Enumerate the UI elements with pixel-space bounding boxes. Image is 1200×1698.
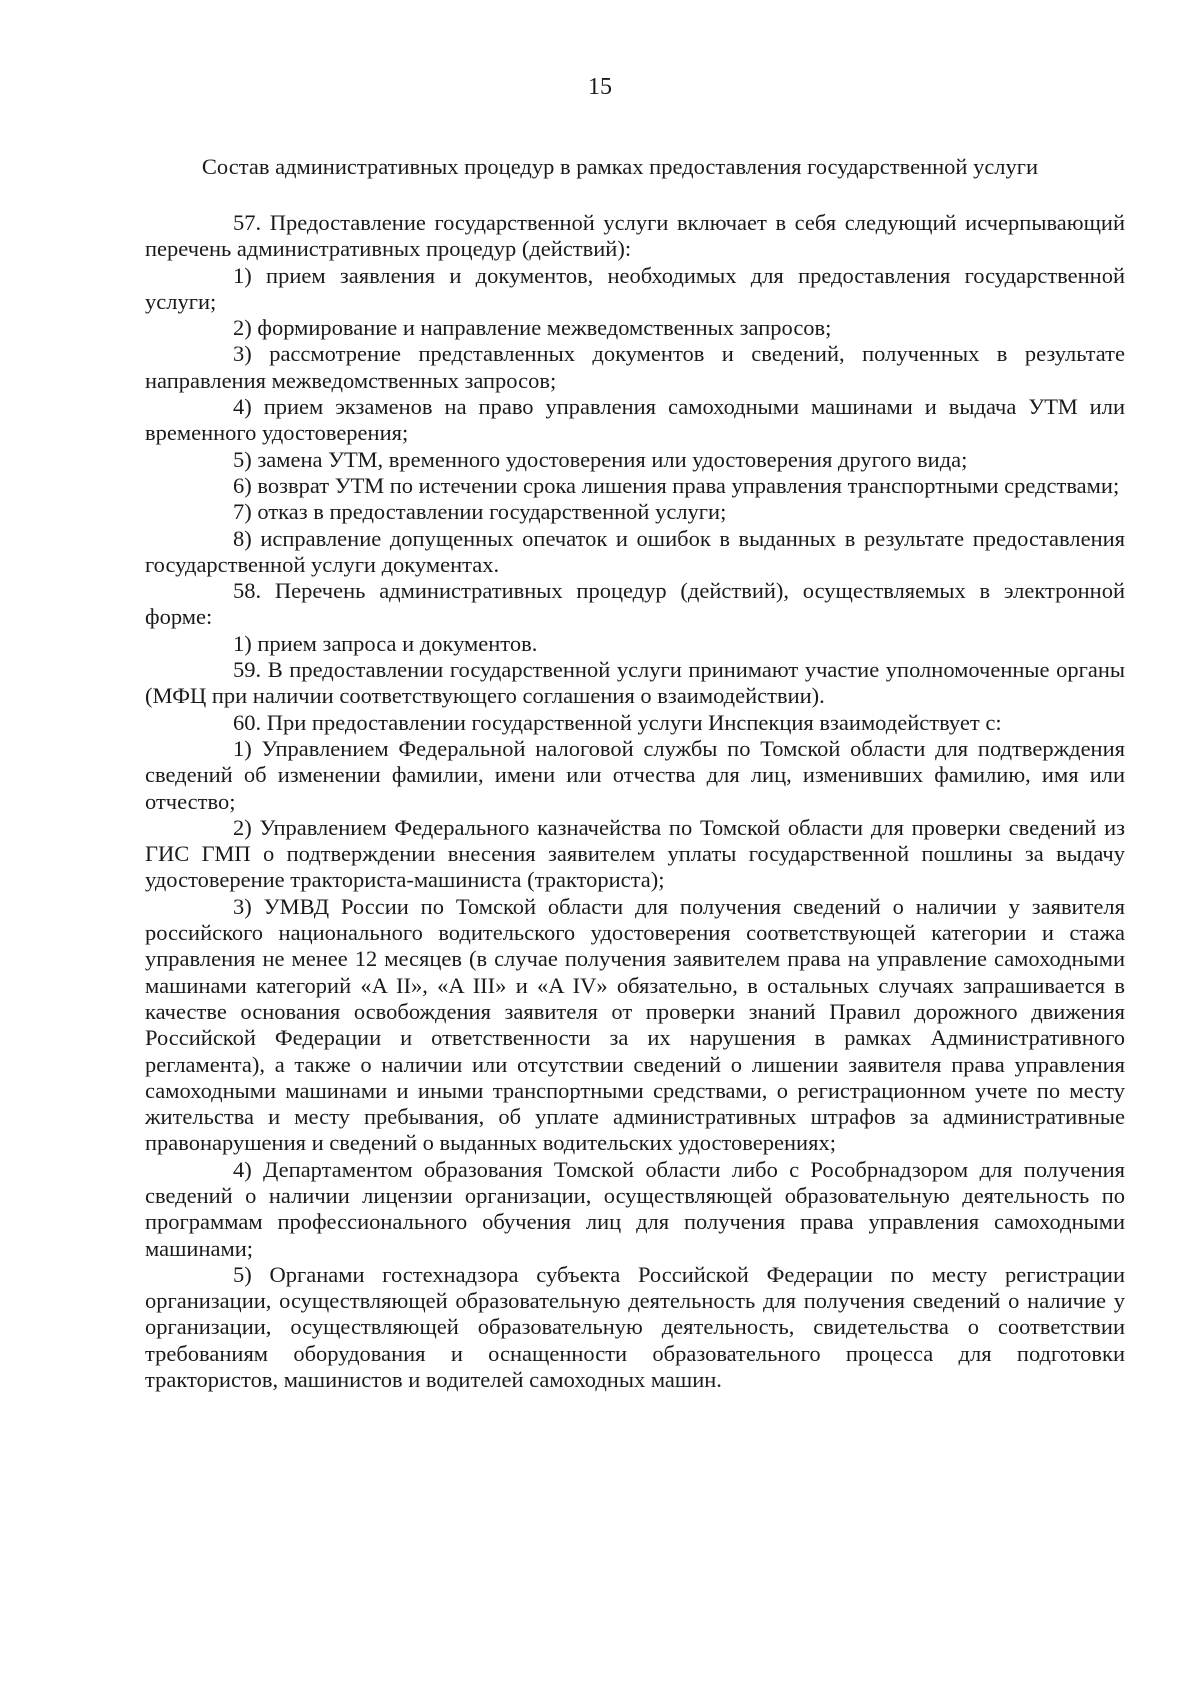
paragraph-58: 58. Перечень административных процедур (действий), осуществляемых в электронной форме: xyxy=(145,578,1125,630)
list-item-60-4: 4) Департаментом образования Томской области либо с Рособрнадзором для получения сведений о наличии лицензии организации, осуществляющей образовательную деятельность по программам профессионального обучения лиц для получения права управления самоходными машинами; xyxy=(145,1156,1125,1261)
document-body xyxy=(145,210,1125,1393)
page-number: 15 xyxy=(588,74,612,100)
list-item-60-2: 2) Управлением Федерального казначейства по Томской области для проверки сведений из ГИС ГМП о подтверждении внесения заявителем уплаты государственной пошлины за выдачу удостоверение тракториста-машиниста (тракториста); xyxy=(145,814,1125,893)
list-item-57-7: 7) отказ в предоставлении государственной услуги; xyxy=(233,499,727,525)
section-title: Состав административных процедур в рамках предоставления государственной услуги xyxy=(201,154,1039,179)
list-item-57-2: 2) формирование и направление межведомственных запросов; xyxy=(233,315,832,341)
list-item-60-3: 3) УМВД России по Томской области для получения сведений о наличии у заявителя российского национального водительского удостоверения соответствующей категории и стажа управления не менее 12 месяцев (в случае получения заявителем права на управление самоходными машинами категорий «A II», «A III» и «A IV» обязательно, в остальных случаях запрашивается в качестве основания освобождения заявителя от проверки знаний Правил дорожного движения Российской Федерации и ответственности за их нарушения в рамках Административного регламента), а также о наличии или отсутствии сведений о лишении заявителя права управления самоходными машинами и иными транспортными средствами, о регистрационном учете по месту жительства и месту пребывания, об уплате административных штрафов за административные правонарушения и сведений о выданных водительских удостоверениях; xyxy=(145,893,1125,1156)
paragraph-60: 60. При предоставлении государственной услуги Инспекция взаимодействует с: xyxy=(233,709,1002,735)
list-item-58-1: 1) прием запроса и документов. xyxy=(233,630,538,656)
list-item-57-5: 5) замена УТМ, временного удостоверения или удостоверения другого вида; xyxy=(233,446,968,472)
list-item-57-1: 1) прием заявления и документов, необходимых для предоставления государственной услуги; xyxy=(145,262,1125,314)
paragraph-57: 57. Предоставление государственной услуги включает в себя следующий исчерпывающий перечень административных процедур (действий): xyxy=(145,210,1125,262)
list-item-57-8: 8) исправление допущенных опечаток и ошибок в выданных в результате предоставления государственной услуги документах. xyxy=(145,525,1125,577)
list-item-57-4: 4) прием экзаменов на право управления самоходными машинами и выдача УТМ или временного удостоверения; xyxy=(145,394,1125,446)
list-item-60-5: 5) Органами гостехнадзора субъекта Российской Федерации по месту регистрации организации, осуществляющей образовательную деятельность для получения сведений о наличие у организации, осуществляющей образовательную деятельность, свидетельства о соответствии требованиям оборудования и оснащенности образовательного процесса для подготовки трактористов, машинистов и водителей самоходных машин. xyxy=(145,1261,1125,1393)
list-item-60-1: 1) Управлением Федеральной налоговой службы по Томской области для подтверждения сведений об изменении фамилии, имени или отчества для лиц, изменивших фамилию, имя или отчество; xyxy=(145,735,1125,814)
list-item-57-6: 6) возврат УТМ по истечении срока лишения права управления транспортными средствами; xyxy=(233,472,1120,498)
paragraph-59: 59. В предоставлении государственной услуги принимают участие уполномоченные органы (МФЦ при наличии соответствующего соглашения о взаимодействии). xyxy=(145,657,1125,709)
list-item-57-3: 3) рассмотрение представленных документов и сведений, полученных в результате направления межведомственных запросов; xyxy=(145,341,1125,393)
